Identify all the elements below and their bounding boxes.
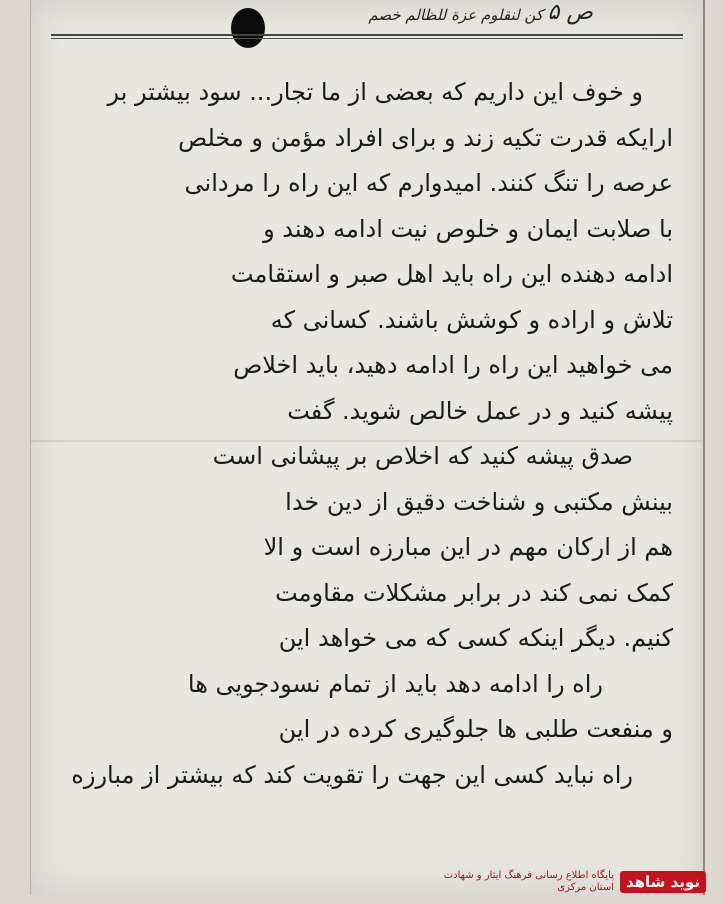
text-line: و منفعت طلبی ها جلوگیری کرده در این [278,715,673,743]
page-number: ص ۵ [547,0,593,25]
text-line: تلاش و اراده و کوشش باشند. کسانی که [270,305,673,334]
handwritten-text [71,70,673,798]
text-line: می خواهید این راه را ادامه دهید، باید اخلاص [233,351,673,379]
text-line: ارایکه قدرت تکیه زند و برای افراد مؤمن و مخلص [178,123,673,152]
text-line: راه نباید کسی این جهت را تقویت کند که بیشتر از مبارزه [71,760,633,789]
text-line: کمک نمی کند در برابر مشکلات مقاومت [275,578,673,607]
logo-mark: نوید شاهد [620,871,706,893]
text-line: هم از ارکان مهم در این مبارزه است و الا [263,533,673,561]
text-line: صدق پیشه کنید که اخلاص بر پیشانی است [212,442,633,470]
text-line: با صلابت ایمان و خلوص نیت ادامه دهند و [263,214,673,243]
text-line: پیشه کنید و در عمل خالص شوید. گفت [287,396,673,425]
header-rule [51,34,683,36]
text-line: و خوف این داریم که بعضی از ما تجار... سود بیشتر بر [107,78,643,106]
handwritten-letter-page [30,0,705,895]
punch-hole [231,8,265,48]
logo-caption [444,870,614,894]
logo-caption-line2: استان مرکزی [557,882,614,893]
text-line: عرصه را تنگ کنند. امیدوارم که این راه را مردانی [184,169,673,197]
watermark-logo [444,870,706,894]
text-line: بینش مکتبی و شناخت دقیق از دین خدا [285,487,673,516]
text-line: راه را ادامه دهد باید از تمام نسودجویی ها [187,669,603,698]
header-rule-secondary [51,38,683,39]
header-motto: کن لنقلوم عزة للظالم خصم [368,6,543,24]
text-line: ادامه دهنده این راه باید اهل صبر و استقامت [230,260,673,288]
text-line: کنیم. دیگر اینکه کسی که می خواهد این [278,624,673,652]
logo-caption-line1: پایگاه اطلاع رسانی فرهنگ ایثار و شهادت [443,870,614,881]
